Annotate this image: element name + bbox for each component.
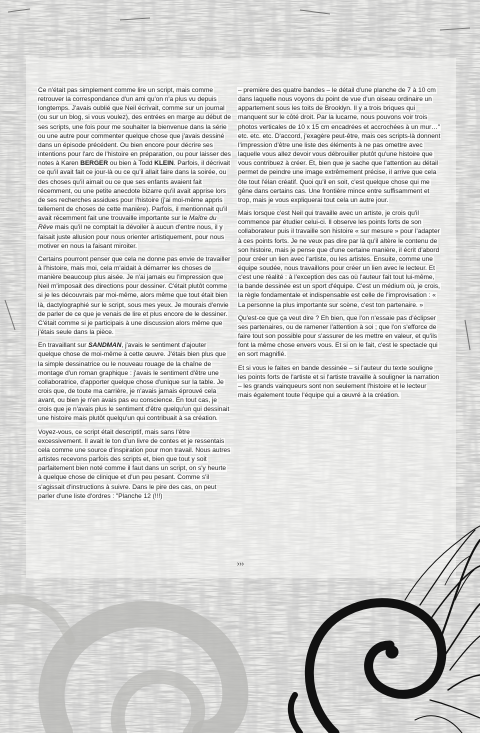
title-sandman: SANDMAN: [88, 342, 122, 350]
paragraph: En travaillant sur SANDMAN, j'avais le sentiment d'ajouter quelque chose de moi-même à cette œuvre. J'étais bien plus que la simple dessinatrice ou le nouveau rouage de la chaîne de montage d'un roman graphique : j'avais le sentiment d'être une collaboratrice, d'apporter quelque chose d'unique sur la table. Je crois que, de toute ma carrière, je n'avais jamais éprouvé cela avant, ou bien je n'en avais pas eu conscience. En tout cas, je crois que je n'avais plus le sentiment d'être quelqu'un qui dessinait une histoire mais plutôt quelqu'un qui contribuait à sa création.: [38, 342, 230, 423]
article-left-column: [37, 86, 231, 505]
article-right-column: [237, 86, 441, 404]
paragraph: Mais lorsque c'est Neil qui travaille avec un artiste, je crois qu'il commence par étudier celui-ci. Il observe les points forts de son collaborateur puis il travaille son histoire « sur mesure » pour l'adapter à ces points forts. Je ne veux pas dire par là qu'il altère le contenu de son histoire, mais je pense que d'une certaine manière, il écrit d'abord pour créer un lien avec l'artiste, ou les artistes. Ensuite, comme une équipe soudée, nous travaillons pour créer un lien avec le lecteur. Et c'est une réalité : à l'exception des cas où l'auteur fait tout lui-même, la bande dessinée est un sport d'équipe. C'est un médium où, je crois, la règle fondamentale et indispensable est celle de l'improvisation : « La personne la plus importante sur scène, c'est ton partenaire. »: [238, 210, 440, 309]
paragraph: – première des quatre bandes – le détail d'une planche de 7 à 10 cm dans laquelle nous voyons du point de vue d'un oiseau ordinaire un appartement sous les toits de Brooklyn. Il y a trois briques qui manquent sur le côté droit. Par la lucarne, nous pouvons voir trois photos verticales de 10 x 15 cm encadrées et accrochées à un mur…" etc. etc. etc. D'accord, j'exagère peut-être, mais ces scripts-là donnent l'impression d'être une liste des éléments à ne pas omettre avec laquelle vous allez devoir vous débrouiller plutôt qu'une histoire que vous contribuez à créer. Et, bien que je sache que l'attention au détail permet de peindre une image extrêmement précise, il arrive que cela ôte tout l'élan créatif. Quoi qu'il en soit, c'est quelque chose qui me gêne dans certains cas. Une frontière mince entre suffisamment et trop, mais je vous expliquerai tout cela un autre jour.: [238, 87, 441, 204]
paragraph: Qu'est-ce que ça veut dire ? Eh bien, que l'on n'essaie pas d'éclipser ses partenaires, ou de ramener l'attention à soi ; que l'on s'efforce de faire tout son possible pour s'assurer de les mettre en valeur, et qu'ils font la même chose envers vous. Et si on le fait, c'est le spectacle qui en sort magnifié.: [238, 314, 438, 359]
name-klein: KLEIN: [154, 160, 174, 168]
paragraph: Voyez-vous, ce script était descriptif, mais sans l'être excessivement. Il avait le ton d'un livre de contes et je ressentais cela comme une source d'inspiration pour mon travail. Nous autres artistes recevons parfois des scripts et, bien que tout y soit parfaitement bien noté comme il faut dans un script, on s'y heurte à quelque chose de clinique et d'un peu pesant. Comme s'il s'agissait d'instructions à suivre. Dans le pire des cas, on peut parler d'une liste d'ordres : "Planche 12 (!!!): [38, 428, 231, 500]
title-maitre-du-reve: Maître du Rêve: [38, 215, 217, 232]
paragraph: Et si vous le faites en bande dessinée – si l'auteur du texte souligne les points forts de l'artiste et si l'artiste travaille à souligner la narration – les grands vainqueurs sont non seulement l'histoire et le lecteur mais également toute l'équipe qui a œuvré à la création.: [238, 364, 440, 399]
name-berger: BERGER: [80, 160, 109, 168]
paragraph: Certains pourront penser que cela ne donne pas envie de travailler à l'histoire, mais moi, cela m'aidait à démarrer les choses de manière beaucoup plus aisée. Je n'ai jamais eu l'impression que Neil m'imposait des directions pour dessiner. C'était plutôt comme si je les découvrais par moi-même, alors même que tout était bien là, dactylographié sur le script, sous mes yeux. Je mourais d'envie de parler de ce que je venais de lire et plus encore de le dessiner. C'était comme si je participais à une discussion alors même que j'étais seule dans la pièce.: [38, 255, 231, 337]
continue-marker: ›››: [237, 561, 244, 568]
paragraph: Ce n'était pas simplement comme lire un script, mais comme retrouver la correspondance d'un ami qu'on n'a plus vu depuis longtemps. J'avais oublié que Neil écrivait, comme sur un journal (ou sur un blog, si vous voulez), des entrées en marge au début de ses scripts, une fois pour me souhaiter la bienvenue dans la série ou une autre pour commenter quelque chose que j'avais dessiné dans un épisode précédent. Ou bien encore pour décrire ses intentions pour l'arc de l'histoire en préparation, ou pour laisser des notes à Karen BERGER ou bien à Todd KLEIN. Parfois, il décrivait ce qu'il avait fait ce jour-là ou ce qu'il allait faire dans la soirée, ou des choses qu'il aimait ou ce que ses enfants avaient fait récemment, ou une petite anecdote bizarre qu'il avait apprise lors de ses recherches assidues pour l'histoire (j'ai moi-même appris tellement de choses de cette manière). Parfois, il mentionnait qu'il avait récemment fait une trouvaille importante sur le Maître du Rêve mais qu'il ne comptait la dévoiler à aucun d'entre nous, il y faisait juste allusion pour nous orienter artistiquement, pour nous motiver en nous la faisant miroiter.: [38, 87, 231, 250]
